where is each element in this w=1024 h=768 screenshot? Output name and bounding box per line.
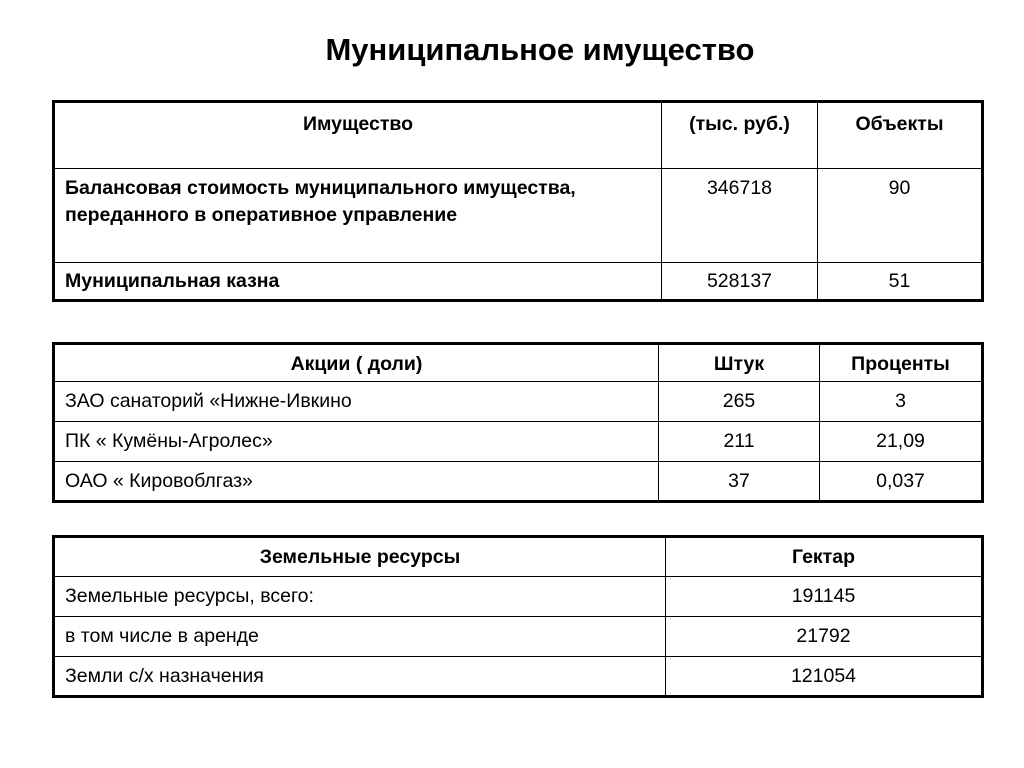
row-value: 121054 xyxy=(666,657,983,697)
row-objects: 90 xyxy=(818,169,983,263)
page-title: Муниципальное имущество xyxy=(325,32,755,67)
header-land: Земельные ресурсы xyxy=(54,537,666,577)
row-value: 528137 xyxy=(662,263,818,301)
row-value: 191145 xyxy=(666,577,983,617)
table-row xyxy=(54,263,983,301)
row-objects: 51 xyxy=(818,263,983,301)
land-table xyxy=(52,535,984,698)
table-header-row xyxy=(54,537,983,577)
table-header-row xyxy=(54,102,983,169)
table-row xyxy=(54,382,983,422)
row-name: ПК « Кумёны-Агролес» xyxy=(54,422,659,462)
row-name: Земли с/х назначения xyxy=(54,657,666,697)
header-thousand-rub: (тыс. руб.) xyxy=(662,102,818,169)
table-row xyxy=(54,422,983,462)
row-count: 211 xyxy=(659,422,820,462)
header-percent: Проценты xyxy=(820,344,983,382)
row-percent: 0,037 xyxy=(820,462,983,502)
header-objects: Объекты xyxy=(818,102,983,169)
table-row xyxy=(54,617,983,657)
header-count: Штук xyxy=(659,344,820,382)
table-row xyxy=(54,577,983,617)
table-row xyxy=(54,657,983,697)
table-row xyxy=(54,462,983,502)
shares-table xyxy=(52,342,984,503)
property-table xyxy=(52,100,984,302)
header-property: Имущество xyxy=(54,102,662,169)
table-row xyxy=(54,169,983,263)
row-name: Балансовая стоимость муниципального имущества, переданного в оперативное управление xyxy=(54,169,662,263)
row-name: в том числе в аренде xyxy=(54,617,666,657)
row-name: ОАО « Кировоблгаз» xyxy=(54,462,659,502)
row-value: 346718 xyxy=(662,169,818,263)
header-shares: Акции ( доли) xyxy=(54,344,659,382)
row-count: 37 xyxy=(659,462,820,502)
header-hectare: Гектар xyxy=(666,537,983,577)
row-value: 21792 xyxy=(666,617,983,657)
row-name: Муниципальная казна xyxy=(54,263,662,301)
row-count: 265 xyxy=(659,382,820,422)
row-name: ЗАО санаторий «Нижне-Ивкино xyxy=(54,382,659,422)
row-percent: 21,09 xyxy=(820,422,983,462)
row-percent: 3 xyxy=(820,382,983,422)
row-name: Земельные ресурсы, всего: xyxy=(54,577,666,617)
table-header-row xyxy=(54,344,983,382)
